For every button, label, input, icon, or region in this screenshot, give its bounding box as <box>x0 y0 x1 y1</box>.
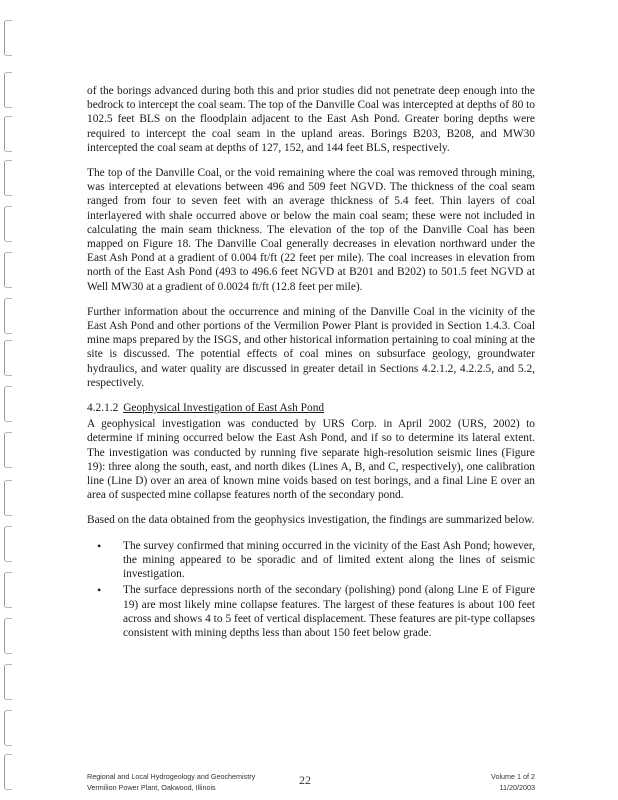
binder-hole <box>4 160 12 196</box>
binder-hole <box>4 572 12 608</box>
binder-hole <box>4 480 12 516</box>
binder-hole <box>4 526 12 562</box>
binder-hole <box>4 754 12 790</box>
page-number: 22 <box>299 773 311 787</box>
binder-hole <box>4 20 12 56</box>
binder-hole <box>4 116 12 152</box>
footer-date: 11/20/2003 <box>499 783 535 792</box>
body-paragraph: Further information about the occurrence and mining of the Danville Coal in the vicinity of the East Ash Pond and other portions of the Vermilion Power Plant is provided in Section 1.4.3. Coal mine maps prepared by the ISGS, and other historical information pertaining to coal mining at the site is discussed. The potential effects of coal mines on subsurface geology, groundwater hydraulics, and water quality are discussed in greater detail in Sections 4.2.1.2, 4.2.2.5, and 5.2, respectively. <box>87 305 535 389</box>
footer-report-title: Regional and Local Hydrogeology and Geochemistry <box>87 772 256 781</box>
body-paragraph: Based on the data obtained from the geophysics investigation, the findings are summarized below. <box>87 514 535 527</box>
binder-hole <box>4 710 12 746</box>
section-number: 4.2.1.2 <box>87 402 119 415</box>
binder-hole <box>4 298 12 334</box>
body-paragraph: A geophysical investigation was conducted by URS Corp. in April 2002 (URS, 2002) to determine if mining occurred below the East Ash Pond, and if so to determine its lateral extent. The investigation was conducted by running five separate high-resolution seismic lines (Figure 19): three along the south, east, and north dikes (Lines A, B, and C, respectively), one calibration line (Line D) over an area of known mine voids based on test borings, and a final Line E over an area of suspected mine collapse features north of the secondary pond. <box>87 418 535 502</box>
binder-hole <box>4 252 12 288</box>
body-paragraph: of the borings advanced during both this and prior studies did not penetrate deep enough into the bedrock to intercept the coal seam. The top of the Danville Coal was intercepted at depths of 80 to 102.5 feet BLS on the floodplain adjacent to the East Ash Pond. Greater boring depths were required to intercept the coal seam in the upland areas. Borings B203, B208, and MW30 intercepted the coal seam at depths of 127, 152, and 144 feet BLS, respectively. <box>87 85 535 154</box>
body-paragraph: The top of the Danville Coal, or the void remaining where the coal was removed through mining, was intercepted at elevations between 496 and 509 feet NGVD. The thickness of the coal seam ranged from four to seven feet with an average thickness of 5.4 feet. Thin layers of coal interlayered with shale occurred above or below the main coal seam; these were not included in calculating the main seam thickness. The elevation of the top of the Danville Coal has been mapped on Figure 18. The Danville Coal generally decreases in elevation northward under the East Ash Pond at a gradient of 0.004 ft/ft (22 feet per mile). The coal increases in elevation from north of the East Ash Pond (493 to 496.6 feet NGVD at B201 and B202) to 501.5 feet NGVD at Well MW30 at a gradient of 0.0024 ft/ft (12.8 feet per mile). <box>87 167 535 293</box>
binder-hole <box>4 72 12 108</box>
list-item-text: The surface depressions north of the secondary (polishing) pond (along Line E of Figure 19) are most likely mine collapse features. The largest of these features is about 100 feet across and shows 4 to 5 feet of vertical displacement. These features are pit-type collapses consistent with mining depths less than about 150 feet below grade. <box>123 584 535 639</box>
findings-list <box>87 539 535 640</box>
binder-holes <box>2 20 16 790</box>
binder-hole <box>4 664 12 700</box>
binder-hole <box>4 432 12 468</box>
section-heading <box>87 401 535 415</box>
binder-hole <box>4 206 12 242</box>
footer-right <box>491 771 535 793</box>
bullet-icon: • <box>97 583 102 598</box>
footer-site-name: Vermilion Power Plant, Oakwood, Illinois <box>87 783 216 792</box>
binder-hole <box>4 618 12 654</box>
list-item-text: The survey confirmed that mining occurred in the vicinity of the East Ash Pond; however, the mining appeared to be sporadic and of limited extent along the lines of seismic investigation. <box>123 539 535 581</box>
list-item <box>97 583 535 640</box>
page-body <box>87 84 535 642</box>
binder-hole <box>4 340 12 376</box>
page-footer <box>87 771 535 799</box>
binder-hole <box>4 386 12 422</box>
bullet-icon: • <box>97 538 102 553</box>
footer-left <box>87 771 255 793</box>
section-title: Geophysical Investigation of East Ash Pond <box>123 402 325 415</box>
footer-volume: Volume 1 of 2 <box>491 772 535 781</box>
list-item <box>97 538 535 582</box>
